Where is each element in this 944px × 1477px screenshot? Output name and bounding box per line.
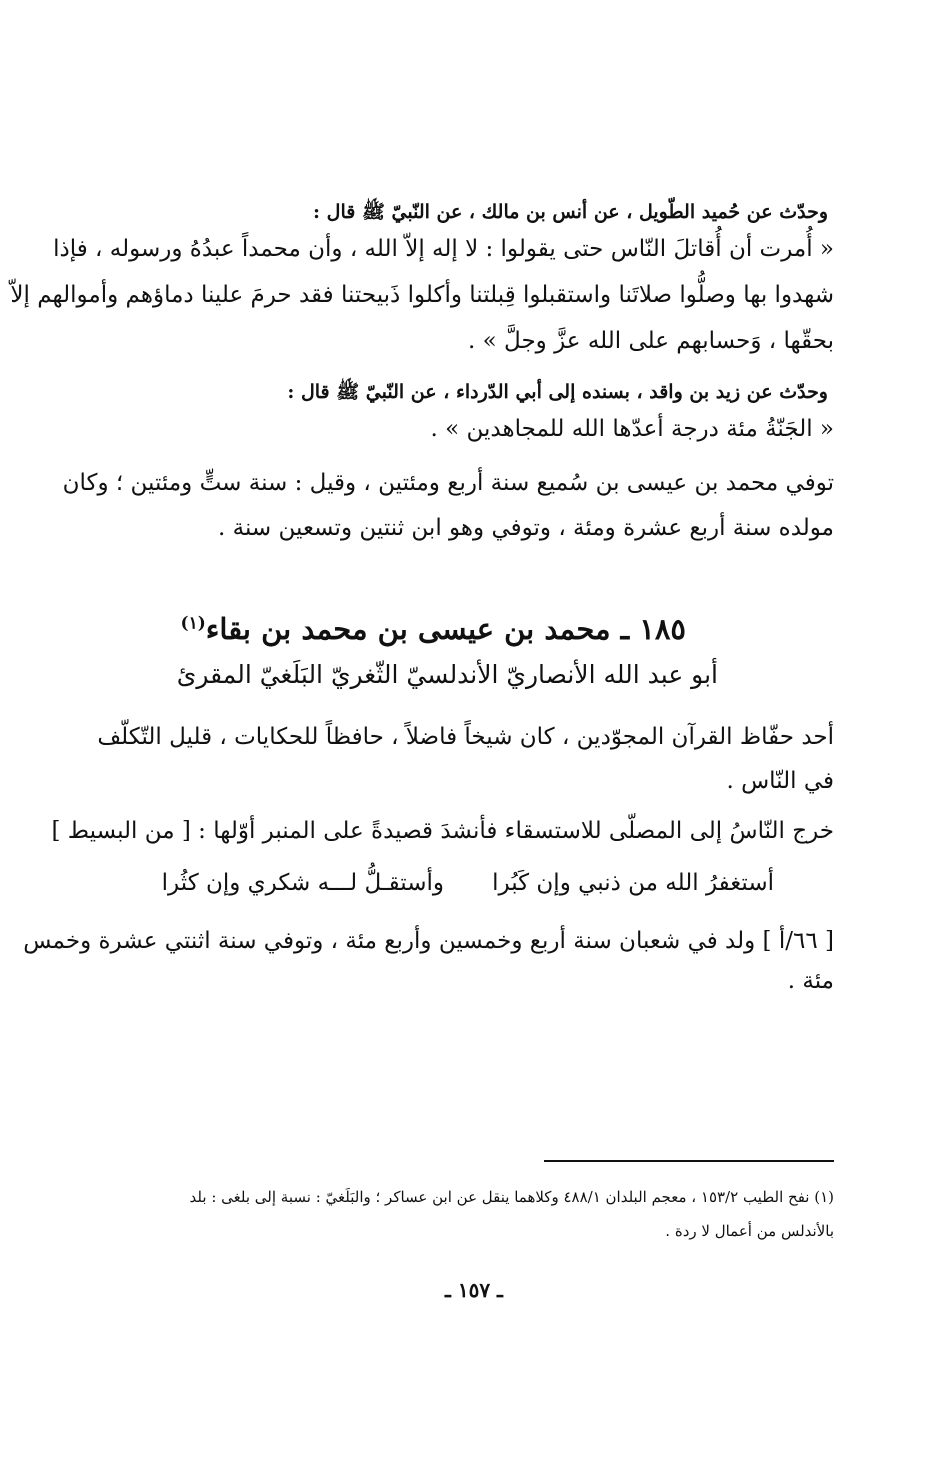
death-note-line-2: مولده سنة أربع عشرة ومئة ، وتوفي وهو ابن ثنتين وتسعين سنة .	[218, 515, 834, 541]
hadith-2-line-1: « الجَنّةُ مئة درجة أعدّها الله للمجاهدين » .	[430, 416, 834, 442]
entry-desc-line-1: أحد حفّاظ القرآن المجوّدين ، كان شيخاً فاضلاً ، حافظاً للحكايات ، قليل التّكلّف	[97, 724, 834, 750]
death-note-line-1: توفي محمد بن عيسى بن سُميع سنة أربع ومئتين ، وقيل : سنة ستٍّ ومئتين ؛ وكان	[62, 470, 834, 496]
verse-second-hemistich: وأستقـلُّ لـــه شكري وإن كثُرا	[161, 870, 444, 896]
verse-first-hemistich: أستغفرُ الله من ذنبي وإن كَبُرا	[492, 870, 774, 896]
entry-title	[181, 612, 686, 646]
hadith-1-line-3: بحقّها ، وَحسابهم على الله عزَّ وجلَّ » .	[468, 328, 834, 354]
entry-desc-line-2: في النّاس .	[726, 768, 834, 794]
page-number: ـ ١٥٧ ـ	[445, 1278, 503, 1302]
entry-title-text: ١٨٥ ـ محمد بن عيسى بن محمد بن بقاء	[205, 612, 686, 646]
footnote-line-2: بالأندلس من أعمال لا ردة .	[665, 1222, 834, 1240]
entry-subtitle: أبو عبد الله الأنصاريّ الأندلسيّ الثّغريّ البَلَغيّ المقرئ	[176, 660, 718, 689]
hadith-1-line-2: شهدوا بها وصلُّوا صلاتَنا واستقبلوا قِبلتنا وأكلوا ذَبيحتنا فقد حرمَ علينا دماؤهم وأموالهم إلاّ	[10, 282, 834, 308]
footnote-ref: (١)	[180, 613, 206, 634]
footnote-line-1: (١) نفح الطيب ١٥٣/٢ ، معجم البلدان ٤٨٨/١ وكلاهما ينقل عن ابن عساكر ؛ والبَلَغيّ : نسبة إلى بلغى : بلد	[189, 1188, 834, 1206]
hadith-1-line-1: « أُمرت أن أُقاتلَ النّاس حتى يقولوا : لا إله إلاّ الله ، وأن محمداً عبدُهُ ورسوله ، فإذا	[53, 236, 834, 262]
birth-death-line-2: مئة .	[787, 968, 834, 994]
birth-death-line-1: [ ٦٦/أ ] ولد في شعبان سنة أربع وخمسين وأربع مئة ، وتوفي سنة اثنتي عشرة وخمس	[23, 928, 834, 954]
hadith-1-intro: وحدّث عن حُميد الطّويل ، عن أنس بن مالك ، عن النّبيّ ﷺ قال :	[313, 201, 828, 223]
hadith-2-intro: وحدّث عن زيد بن واقد ، بسنده إلى أبي الدّرداء ، عن النّبيّ ﷺ قال :	[287, 381, 828, 403]
footnote-separator	[544, 1160, 834, 1162]
poem-intro: خرج النّاسُ إلى المصلّى للاستسقاء فأنشدَ قصيدةً على المنبر أوّلها : [ من البسيط ]	[51, 818, 834, 844]
